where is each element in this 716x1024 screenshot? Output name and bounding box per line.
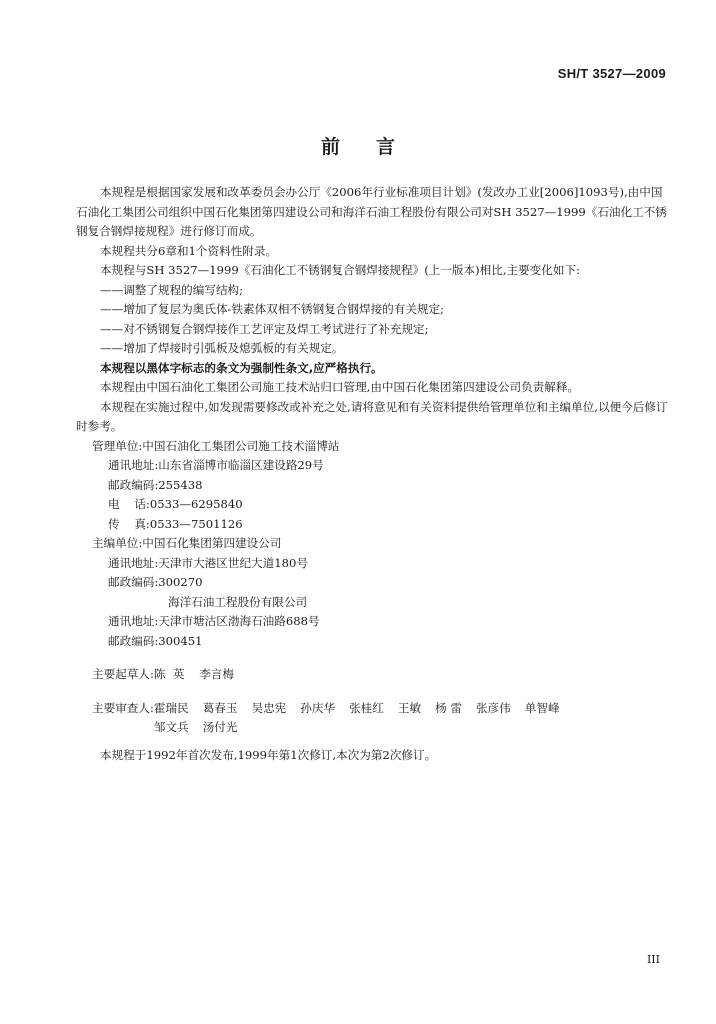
address-value: 天津市塘沽区渤海石油路688号 [158,614,320,628]
address-value: 天津市大港区世纪大道180号 [158,555,308,570]
drafters-label: 主要起草人: [92,667,154,681]
page-number: III [646,953,660,966]
changes-list [76,281,672,359]
management-unit-block [76,437,672,652]
editor-unit-name: 中国石化集团第四建设公司 [142,536,282,550]
phone-label: 电 话: [108,497,150,511]
address-label: 通讯地址: [108,555,159,570]
revision-history: 本规程于1992年首次发布,1999年第1次修订,本次为第2次修订。 [100,747,437,762]
reviewers-line [76,699,672,738]
reviewer-name: 吴忠宪 [251,700,287,715]
phone-value: 0533—6295840 [149,497,243,511]
drafters-names: 陈 英 李言梅 [153,667,234,681]
management-unit-label: 管理单位: [92,438,143,453]
paragraph-management: 本规程由中国石油化工集团公司施工技术站归口管理,由中国石化集团第四建设公司负责解释。 [100,380,580,394]
standard-code: SH/T 3527—2009 [557,66,666,81]
management-unit-name: 中国石油化工集团公司施工技术淄博站 [142,438,340,453]
reviewers-names [154,699,574,719]
paragraph-feedback: 本规程在实施过程中,如发现需要修改或补充之处,请将意见和有关资料提供给管理单位和主编单位,以便今后修订时参考。 [76,399,668,433]
address-label: 通讯地址: [108,614,159,628]
document-body [76,183,672,765]
address-label: 通讯地址: [108,458,159,472]
fax-value: 0533—7501126 [149,516,243,531]
list-item: ——对不锈钢复合钢焊接作工艺评定及焊工考试进行了补充规定; [100,321,429,336]
editor-unit-name: 海洋石油工程股份有限公司 [168,594,308,609]
reviewer-name: 霍瑞民 [153,700,189,715]
fax-label: 传 真: [108,516,150,531]
paragraph-origin: 本规程是根据国家发展和改革委员会办公厅《2006年行业标准项目计划》(发改办工业[2006]1093号),由中国石油化工集团公司组织中国石化集团第四建设公司和海洋石油工程股份有限公司对SH 3527—1999《石油化工不锈钢复合钢焊接规程》进行修订而成。 [76,185,667,238]
reviewers-label: 主要审查人: [92,700,154,715]
postcode-value: 300451 [158,633,203,648]
address-value: 山东省淄博市临淄区建设路29号 [158,458,324,472]
reviewer-name: 葛春玉 [202,700,238,715]
reviewers-names-line2 [154,718,574,738]
reviewer-name: 孙庆华 [300,700,336,715]
reviewer-name: 邹文兵 [153,720,189,734]
reviewer-name: 张桂红 [349,700,384,715]
mandatory-notice: 本规程以黑体字标志的条文为强制性条文,应严格执行。 [100,360,383,375]
reviewer-name: 杨 雷 [435,700,462,715]
paragraph-changes-intro: 本规程与SH 3527—1999《石油化工不锈钢复合钢焊接规程》(上一版本)相比,主要变化如下: [100,263,580,277]
page-title: 前言 [320,136,431,158]
reviewer-name: 单智峰 [524,700,560,715]
postcode-label: 邮政编码: [108,575,159,589]
reviewer-name: 汤付光 [202,720,238,734]
list-item: ——调整了规程的编写结构; [100,282,244,297]
postcode-label: 邮政编码: [108,633,159,648]
postcode-value: 255438 [158,477,203,492]
reviewer-name: 王敏 [397,700,422,715]
list-item: ——增加了焊接时引弧板及熄弧板的有关规定。 [100,341,344,355]
postcode-label: 邮政编码: [108,477,159,492]
postcode-value: 300270 [158,575,203,589]
drafters-line [76,665,672,685]
list-item: ——增加了复层为奥氏体-铁素体双相不锈钢复合钢焊接的有关规定; [100,302,445,316]
editor-units-label: 主编单位: [92,536,143,550]
paragraph-structure: 本规程共分6章和1个资料性附录。 [100,243,278,258]
reviewer-name: 张彦伟 [475,700,511,715]
